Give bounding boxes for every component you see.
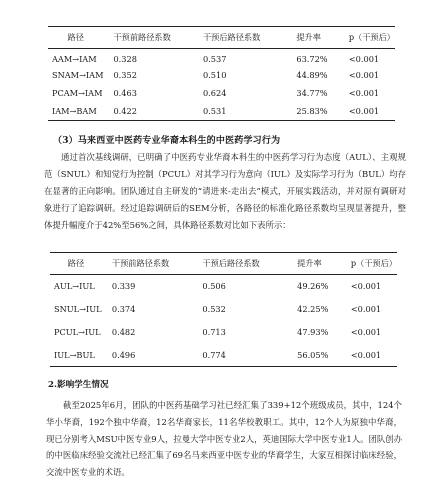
table-cell: 0.422: [113, 106, 137, 117]
table-cell: <0.001: [348, 53, 380, 64]
table-cell: 25.83%: [296, 106, 328, 117]
table-cell: SNAM→IAM: [52, 70, 104, 81]
table-cell: 49.26%: [297, 281, 329, 292]
table-cell: 0.532: [202, 303, 226, 314]
table-cell: <0.001: [348, 88, 380, 99]
table-row: [48, 103, 395, 121]
table-row: [48, 49, 395, 67]
table-row: [48, 67, 395, 85]
table-row: [50, 275, 397, 298]
section-3-paragraph: 通过首次基线调研，已明确了中医药专业华裔本科生的中医药学习行为态度（AUL）、主观规范（SNUL）和知觉行为控制（PCUL）对其学习行为意向（IUL）及实际学习行为（BUL）均存在显著的正向影响。团队通过自主研发的“请进来-走出去”模式，开展实践活动，并对原有调研对象进行了追踪调研。经过追踪调研后的SEM分析，各路径的标准化路径系数均呈现显著提升，整体提升幅度介于42%至56%之间，具体路径系数对比如下表所示：: [44, 152, 406, 230]
column-header: 干预前路径系数: [111, 258, 170, 269]
table-cell: 0.774: [202, 349, 226, 360]
table-cell: SNUL→IUL: [54, 303, 102, 314]
table-cell: 0.482: [111, 326, 136, 337]
column-header: p（干预后）: [348, 32, 395, 43]
table-header-row: [50, 253, 397, 275]
table-cell: IAM→BAM: [52, 106, 97, 117]
table-cell: 47.93%: [297, 326, 329, 337]
path-coefficient-table-1: [48, 26, 395, 121]
table-row: [48, 85, 395, 103]
section-3-heading: （3）马来西亚中医药专业华裔本科生的中医药学习行为: [53, 136, 281, 146]
table-cell: 0.713: [202, 326, 226, 337]
table-row: [50, 298, 397, 321]
section-2-paragraph: 截至2025年6月，团队的中医药基础学习社已经汇集了339+12个班级成员，其中，124个华小华裔，192个独中华裔，12名华裔家长，11名华校教职工。其中，12个人为原独中华裔，现已分别考入MSU中医专业9人，拉曼大学中医专业2人，英迪国际大学中医专业1人。团队创办的中医临床经验交流社已经汇集了69名马来西亚中医专业的华裔学生，大家互相探讨临床经验，交流中医专业的术语。: [46, 400, 402, 478]
path-coefficient-table-2: [50, 252, 397, 367]
table-cell: <0.001: [350, 349, 382, 360]
column-header: 提升率: [296, 32, 321, 43]
table-cell: 56.05%: [297, 349, 329, 360]
table-cell: AAM→IAM: [52, 53, 97, 64]
column-header: 提升率: [297, 258, 322, 269]
table-cell: <0.001: [348, 70, 380, 81]
table-cell: 0.374: [111, 303, 136, 314]
table-cell: <0.001: [350, 303, 382, 314]
table-header-row: [48, 27, 395, 49]
table-cell: IUL→BUL: [54, 349, 95, 360]
table-cell: 0.339: [111, 281, 136, 292]
column-header: 干预前路径系数: [113, 32, 171, 43]
section-2-heading: 2.影响学生情况: [48, 380, 109, 390]
table-cell: <0.001: [348, 106, 380, 117]
table-cell: <0.001: [350, 281, 382, 292]
table-cell: PCUL→IUL: [54, 326, 101, 337]
table-cell: PCAM→IAM: [52, 88, 103, 99]
table-cell: 0.537: [202, 53, 227, 64]
table-row: [50, 321, 397, 344]
column-header: 干预后路径系数: [202, 258, 260, 269]
table-cell: 44.89%: [296, 70, 328, 81]
table-cell: 0.624: [202, 88, 227, 99]
table-cell: 0.506: [202, 281, 226, 292]
table-row: [50, 344, 397, 367]
column-header: 路径: [67, 32, 84, 43]
table-cell: 42.25%: [297, 303, 329, 314]
column-header: 干预后路径系数: [202, 32, 261, 43]
table-cell: 63.72%: [296, 53, 328, 64]
table-cell: 0.328: [113, 53, 137, 64]
table-cell: 0.463: [113, 88, 137, 99]
table-cell: 34.77%: [296, 88, 328, 99]
table-cell: AUL→IUL: [54, 281, 95, 292]
column-header: p（干预后）: [350, 258, 397, 269]
column-header: 路径: [67, 258, 85, 269]
table-cell: 0.510: [202, 70, 227, 81]
table-cell: 0.496: [111, 349, 136, 360]
table-cell: <0.001: [350, 326, 382, 337]
table-cell: 0.531: [202, 106, 227, 117]
table-cell: 0.352: [113, 70, 137, 81]
